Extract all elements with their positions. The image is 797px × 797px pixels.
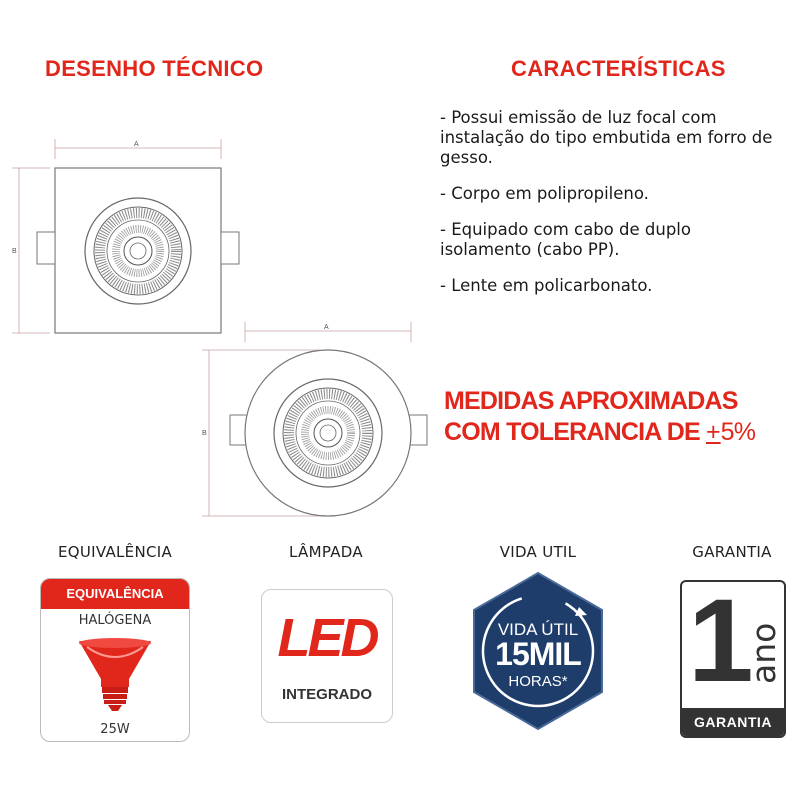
tolerance-percent: 5%	[720, 418, 756, 446]
round-spot-drawing	[200, 318, 440, 523]
tolerance-note	[444, 386, 755, 448]
dimension-label-a: A	[324, 324, 329, 331]
features-list	[440, 108, 785, 312]
dimension-label-b: B	[12, 248, 17, 255]
lifetime-badge	[463, 569, 613, 739]
lifetime-line-1: VIDA ÚTIL	[497, 620, 579, 639]
halogen-bulb-icon	[75, 637, 155, 713]
label-lampada: LÂMPADA	[289, 543, 363, 561]
equivalence-badge	[40, 578, 190, 742]
lifetime-line-2: 15MIL	[495, 636, 581, 672]
square-spot-drawing	[10, 135, 250, 340]
feature-item: - Lente em policarbonato.	[440, 276, 653, 295]
label-equivalencia: EQUIVALÊNCIA	[57, 543, 173, 561]
feature-item: - Equipado com cabo de duplo isolamento (cabo PP).	[440, 220, 691, 259]
warranty-number: 1	[688, 580, 754, 707]
warranty-badge	[680, 580, 786, 738]
feature-item: - Possui emissão de luz focal com instalação do tipo embutida em forro de gesso.	[440, 108, 773, 167]
label-vida-util: VIDA UTIL	[499, 543, 577, 561]
led-subtitle: INTEGRADO	[282, 686, 372, 703]
dimension-label-a: A	[134, 141, 139, 148]
tolerance-line-1: MEDIDAS APROXIMADAS	[444, 387, 738, 415]
lamp-type-badge	[261, 589, 393, 723]
dimension-label-b: B	[202, 430, 207, 437]
tolerance-prefix: COM TOLERANCIA DE	[444, 418, 706, 446]
tolerance-line-2	[444, 417, 755, 448]
equivalence-watt: 25W	[100, 722, 130, 737]
feature-item: - Corpo em polipropileno.	[440, 184, 649, 203]
led-logo: LED	[277, 608, 377, 668]
equivalence-type: HALÓGENA	[78, 613, 152, 628]
section-title-characteristics: CARACTERÍSTICAS	[511, 56, 726, 81]
lifetime-line-3: HORAS*	[508, 673, 568, 690]
equivalence-band: EQUIVALÊNCIA	[41, 579, 189, 609]
section-title-technical-drawing: DESENHO TÉCNICO	[45, 56, 264, 81]
warranty-unit: ano	[744, 622, 783, 684]
warranty-band: GARANTIA	[682, 708, 784, 736]
label-garantia: GARANTIA	[692, 543, 772, 561]
plus-minus-symbol: +	[706, 418, 721, 446]
